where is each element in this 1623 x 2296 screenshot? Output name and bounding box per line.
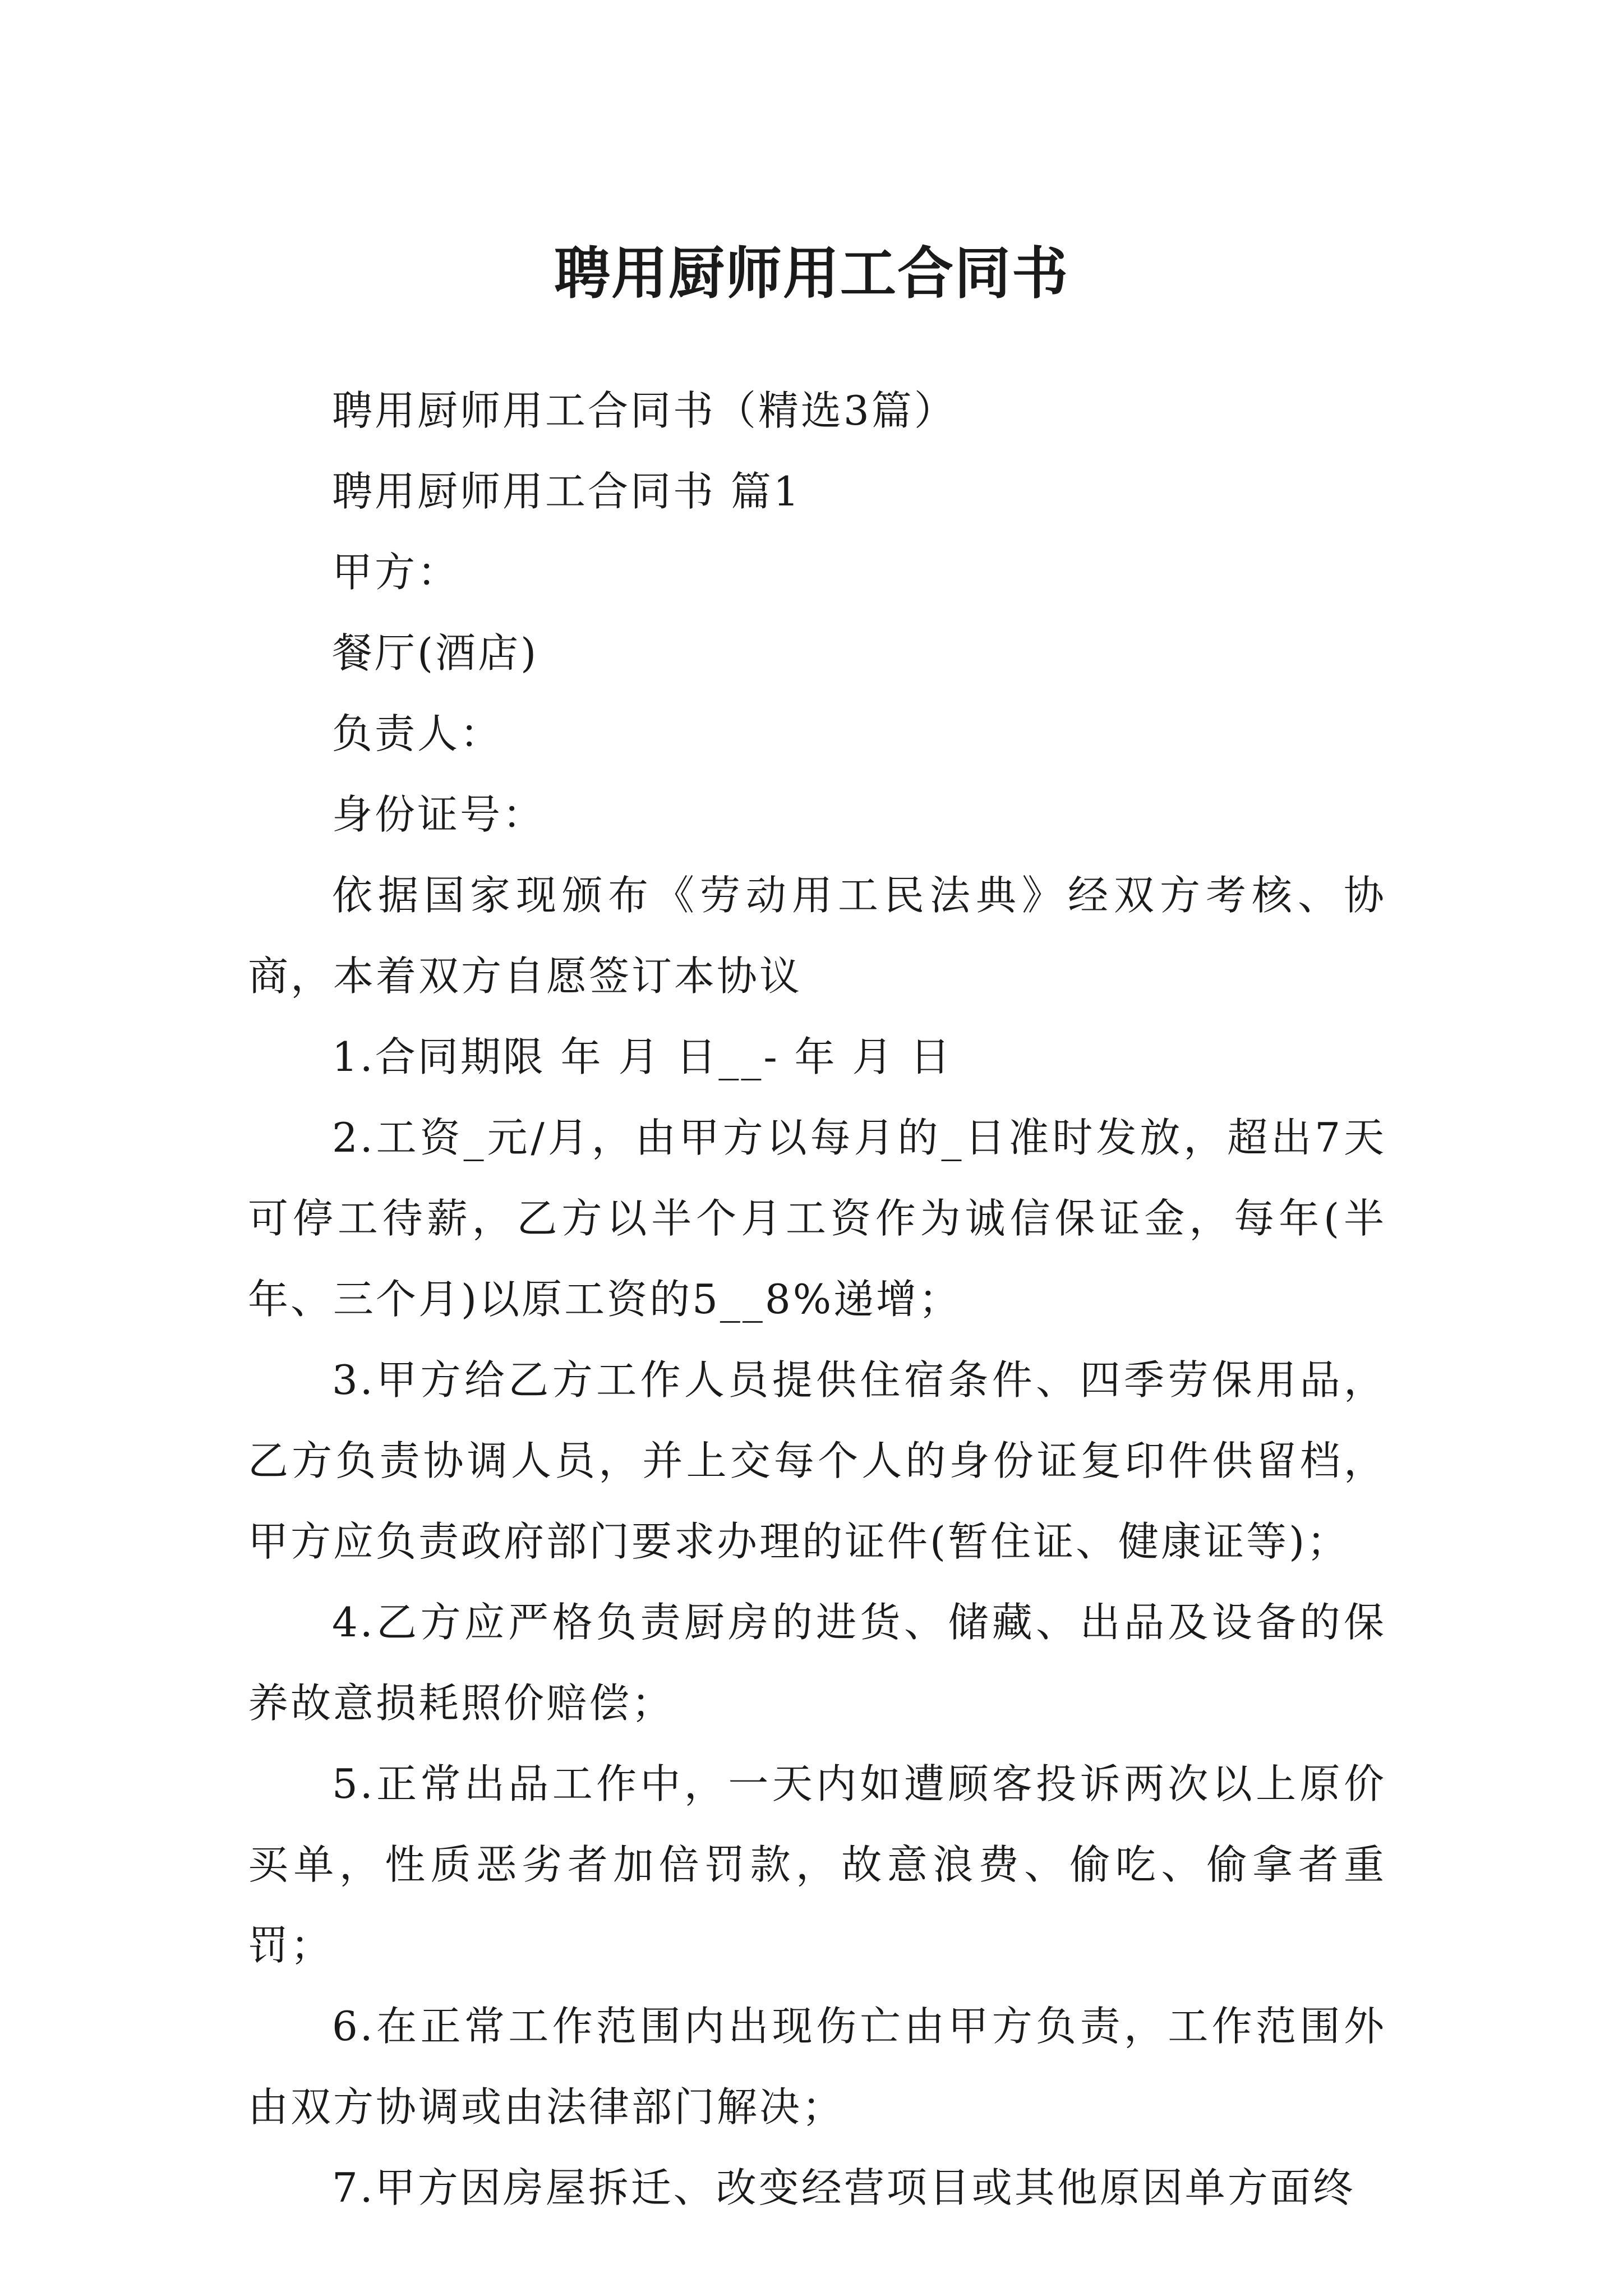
clause-5-complaints: 5.正常出品工作中，一天内如遭顾客投诉两次以上原价买单，性质恶劣者加倍罚款，故意浪费、偷吃、偷拿者重罚； [248,1760,1386,1969]
clause-4-kitchen-duty: 4.乙方应严格负责厨房的进货、储藏、出品及设备的保养故意损耗照价赔偿； [248,1599,1386,1727]
paragraph-section-heading: 聘用厨师用工合同书 篇1 [332,468,801,515]
paragraph-collection-title: 聘用厨师用工合同书（精选3篇） [332,387,957,434]
paragraph-preamble: 依据国家现颁布《劳动用工民法典》经双方考核、协商，本着双方自愿签订本协议 [248,872,1386,1000]
clause-7-termination: 7.甲方因房屋拆迁、改变经营项目或其他原因单方面终 [332,2164,1355,2211]
paragraph-person-in-charge: 负责人： [332,710,503,757]
clause-2-salary: 2.工资_元/月，由甲方以每月的_日准时发放，超出7天可停工待薪，乙方以半个月工资作为诚信保证金，每年(半年、三个月)以原工资的5__8%递增； [248,1114,1386,1323]
document-body [248,370,1386,2228]
paragraph-party-a: 甲方： [332,549,460,596]
paragraph-id-number: 身份证号： [332,791,546,838]
paragraph-restaurant: 餐厅(酒店) [332,629,539,677]
clause-6-injury: 6.在正常工作范围内出现伤亡由甲方负责，工作范围外由双方协调或由法律部门解决； [248,2003,1386,2131]
clause-3-accommodation: 3.甲方给乙方工作人员提供住宿条件、四季劳保用品，乙方负责协调人员，并上交每个人的身份证复印件供留档，甲方应负责政府部门要求办理的证件(暂住证、健康证等)； [248,1356,1386,1565]
document-title: 聘用厨师用工合同书 [554,240,1069,306]
clause-1-term: 1.合同期限 年 月 日__- 年 月 日 [332,1033,953,1080]
